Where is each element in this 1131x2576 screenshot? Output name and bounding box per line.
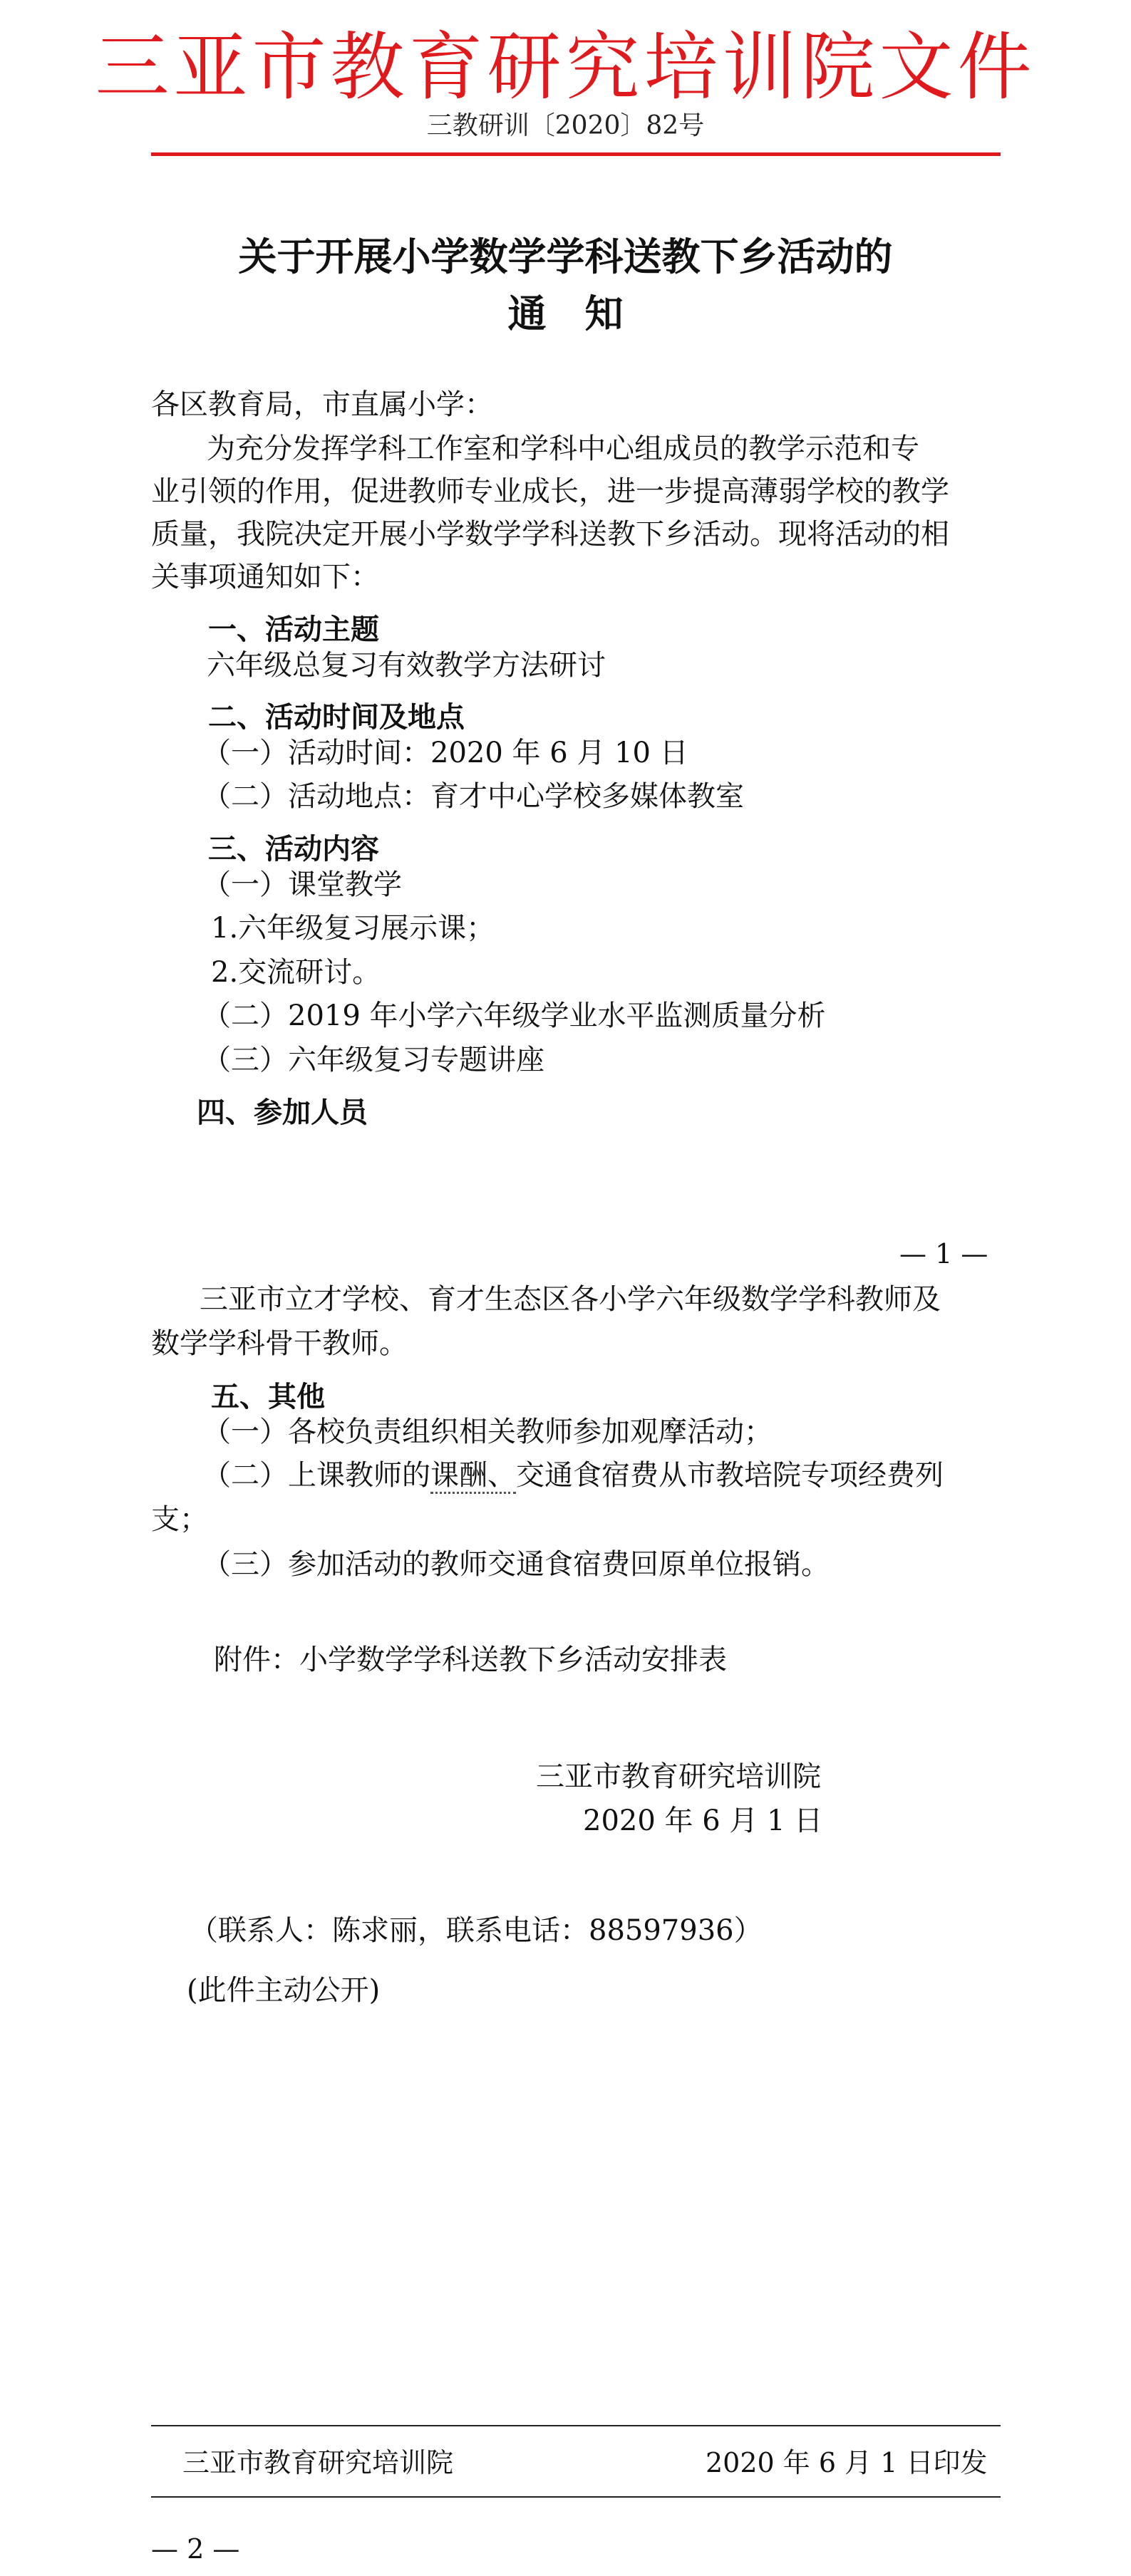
section4-heading: 四、参加人员 [197, 1096, 368, 1129]
intro-line-1: 为充分发挥学科工作室和学科中心组成员的教学示范和专 [207, 432, 919, 465]
section3-heading: 三、活动内容 [208, 833, 379, 866]
attachment-line: 附件：小学数学学科送教下乡活动安排表 [214, 1643, 727, 1676]
signature-date: 2020 年 6 月 1 日 [583, 1804, 823, 1837]
notice-title-line2: 通 知 [507, 291, 624, 336]
intro-line-2: 业引领的作用，促进教师专业成长，进一步提高薄弱学校的教学 [151, 475, 949, 508]
section5-item2 [202, 1461, 944, 1490]
notice-title-line1: 关于开展小学数学学科送教下乡活动的 [238, 234, 893, 279]
document-header-title: 三亚市教育研究培训院文件 [95, 24, 1036, 110]
contact-info: （联系人：陈求丽，联系电话：88597936） [190, 1914, 763, 1947]
section1-text: 六年级总复习有效教学方法研讨 [207, 649, 606, 682]
intro-line-4: 关事项通知如下： [151, 561, 379, 593]
section5-item2-part-c: 交通食宿费从市教培院专项经费列 [516, 1459, 944, 1492]
section3-item2: （二）2019 年小学六年级学业水平监测质量分析 [202, 999, 826, 1032]
section5-item2-part-a: （二）上课教师的 [202, 1459, 430, 1492]
section4-text-line1: 三亚市立才学校、育才生态区各小学六年级数学学科教师及 [200, 1283, 941, 1316]
section3-item1-sub2: 2.交流研讨。 [211, 956, 381, 989]
footer-org: 三亚市教育研究培训院 [182, 2447, 454, 2478]
section3-item3: （三）六年级复习专题讲座 [202, 1044, 544, 1076]
header-red-rule [151, 152, 1001, 156]
intro-line-3: 质量，我院决定开展小学数学学科送教下乡活动。现将活动的相 [151, 518, 949, 551]
section5-item1: （一）各校负责组织相关教师参加观摩活动； [202, 1416, 773, 1448]
document-number: 三教研训〔2020〕82号 [426, 111, 705, 140]
disclosure-note: (此件主动公开) [187, 1974, 381, 2007]
section3-item1-sub1: 1.六年级复习展示课； [211, 912, 495, 945]
section2-heading: 二、活动时间及地点 [208, 701, 465, 734]
section3-item1: （一）课堂教学 [202, 868, 402, 901]
footer-top-rule [151, 2425, 1001, 2426]
section2-place: （二）活动地点：育才中心学校多媒体教室 [202, 780, 744, 813]
footer-print-date: 2020 年 6 月 1 日印发 [706, 2447, 988, 2478]
section5-item2-part-b: 课酬、 [430, 1459, 516, 1494]
section5-item3: （三）参加活动的教师交通食宿费回原单位报销。 [202, 1548, 830, 1581]
section4-text-line2: 数学学科骨干教师。 [151, 1327, 408, 1360]
section5-heading: 五、其他 [211, 1381, 325, 1413]
section2-time: （一）活动时间：2020 年 6 月 10 日 [202, 737, 688, 769]
signature-org: 三亚市教育研究培训院 [536, 1760, 821, 1793]
footer-bottom-rule [151, 2496, 1001, 2498]
section1-heading: 一、活动主题 [208, 613, 379, 646]
section5-item2-line2: 支； [151, 1503, 208, 1536]
page-number-2: — 2 — [151, 2533, 240, 2565]
salutation: 各区教育局，市直属小学： [151, 388, 493, 421]
page-number-1: — 1 — [899, 1238, 988, 1269]
